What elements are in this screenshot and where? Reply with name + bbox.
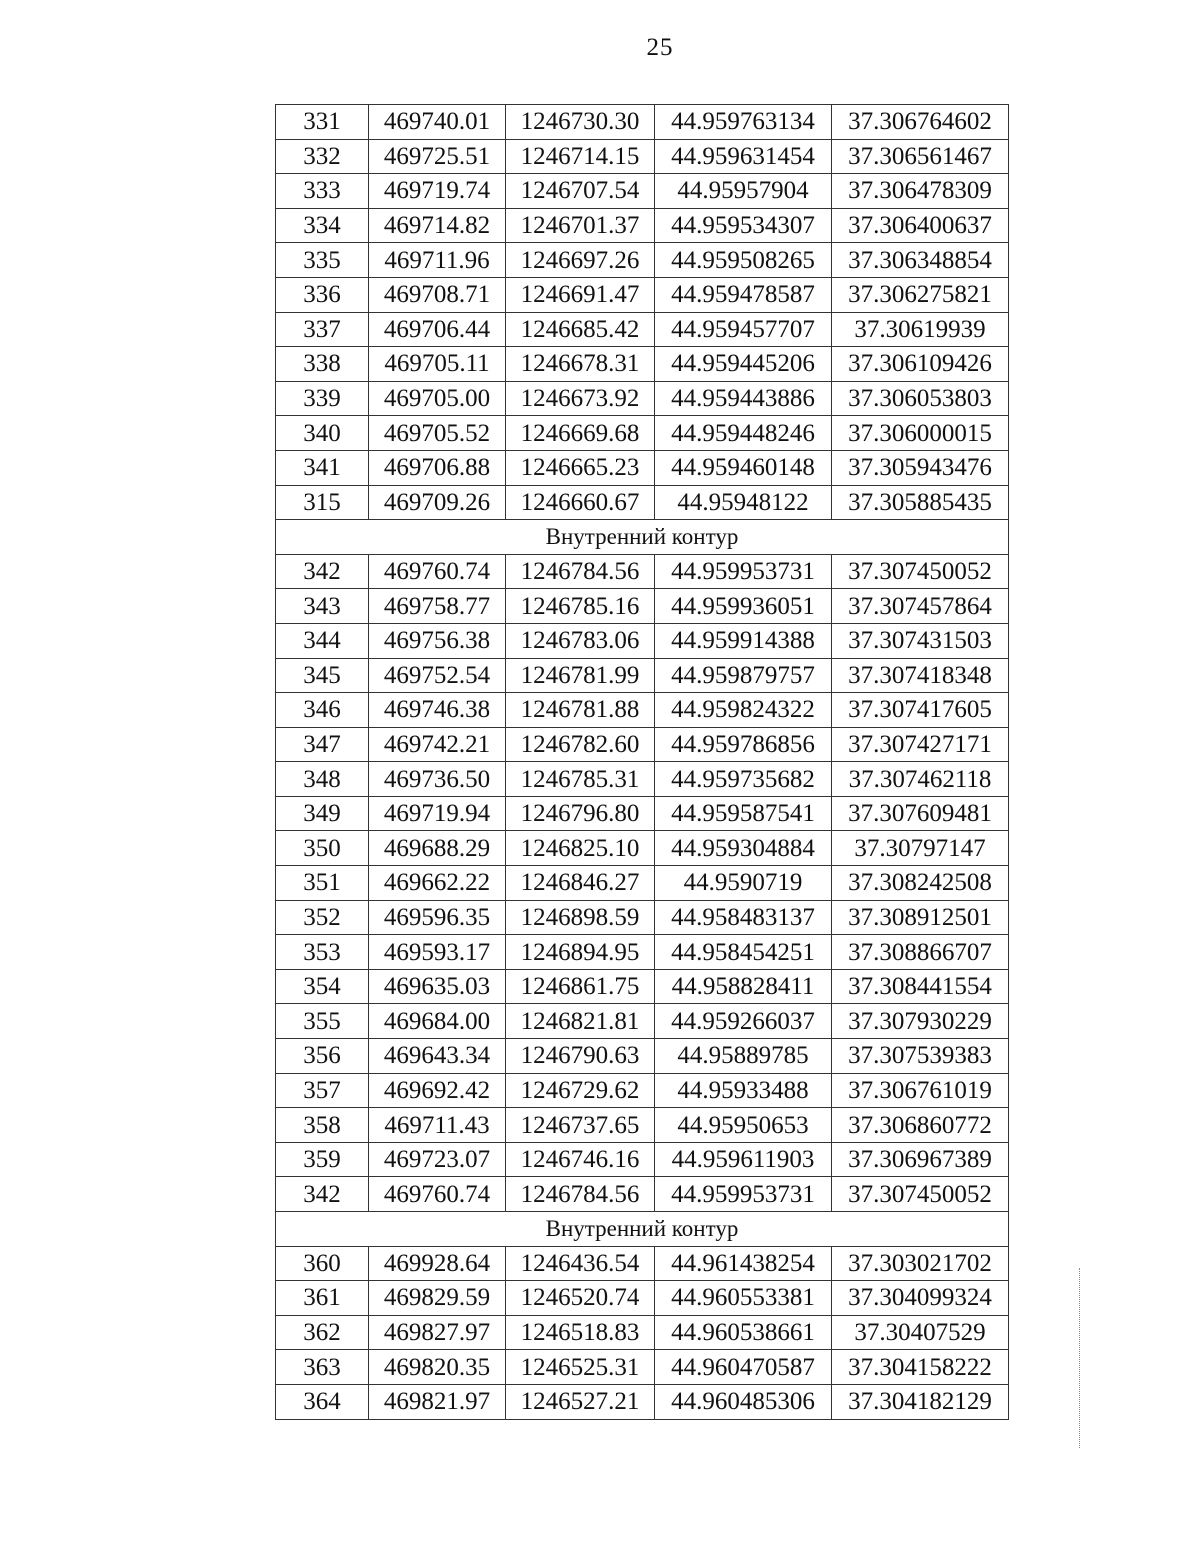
point-number-cell: 359	[276, 1142, 369, 1177]
page-number: 25	[646, 34, 674, 61]
point-number-cell: 351	[276, 866, 369, 901]
longitude-cell: 37.306000015	[832, 416, 1009, 451]
latitude-cell: 44.959879757	[655, 658, 832, 693]
table-row	[276, 866, 1009, 901]
y-coordinate-cell: 1246729.62	[506, 1073, 655, 1108]
table-row	[276, 1142, 1009, 1177]
point-number-cell: 362	[276, 1315, 369, 1350]
latitude-cell: 44.958483137	[655, 900, 832, 935]
point-number-cell: 346	[276, 693, 369, 728]
y-coordinate-cell: 1246527.21	[506, 1384, 655, 1419]
longitude-cell: 37.307930229	[832, 1004, 1009, 1039]
longitude-cell: 37.306348854	[832, 243, 1009, 278]
table-row	[276, 1315, 1009, 1350]
x-coordinate-cell: 469719.94	[369, 796, 506, 831]
longitude-cell: 37.304158222	[832, 1350, 1009, 1385]
y-coordinate-cell: 1246685.42	[506, 312, 655, 347]
y-coordinate-cell: 1246673.92	[506, 381, 655, 416]
table-row	[276, 243, 1009, 278]
y-coordinate-cell: 1246785.16	[506, 589, 655, 624]
point-number-cell: 354	[276, 969, 369, 1004]
point-number-cell: 339	[276, 381, 369, 416]
table-row	[276, 589, 1009, 624]
coordinates-table-body	[276, 105, 1009, 1420]
point-number-cell: 363	[276, 1350, 369, 1385]
latitude-cell: 44.959460148	[655, 450, 832, 485]
latitude-cell: 44.961438254	[655, 1246, 832, 1281]
table-row	[276, 347, 1009, 382]
point-number-cell: 336	[276, 277, 369, 312]
point-number-cell: 340	[276, 416, 369, 451]
longitude-cell: 37.306860772	[832, 1108, 1009, 1143]
x-coordinate-cell: 469596.35	[369, 900, 506, 935]
table-row	[276, 762, 1009, 797]
section-header-row	[276, 520, 1009, 555]
x-coordinate-cell: 469711.43	[369, 1108, 506, 1143]
longitude-cell: 37.30619939	[832, 312, 1009, 347]
latitude-cell: 44.959953731	[655, 1177, 832, 1212]
latitude-cell: 44.959786856	[655, 727, 832, 762]
y-coordinate-cell: 1246784.56	[506, 1177, 655, 1212]
x-coordinate-cell: 469827.97	[369, 1315, 506, 1350]
longitude-cell: 37.307450052	[832, 554, 1009, 589]
x-coordinate-cell: 469705.11	[369, 347, 506, 382]
point-number-cell: 350	[276, 831, 369, 866]
table-row	[276, 416, 1009, 451]
y-coordinate-cell: 1246746.16	[506, 1142, 655, 1177]
longitude-cell: 37.307609481	[832, 796, 1009, 831]
x-coordinate-cell: 469643.34	[369, 1039, 506, 1074]
y-coordinate-cell: 1246665.23	[506, 450, 655, 485]
x-coordinate-cell: 469928.64	[369, 1246, 506, 1281]
y-coordinate-cell: 1246737.65	[506, 1108, 655, 1143]
latitude-cell: 44.959478587	[655, 277, 832, 312]
y-coordinate-cell: 1246707.54	[506, 174, 655, 209]
x-coordinate-cell: 469742.21	[369, 727, 506, 762]
table-row	[276, 969, 1009, 1004]
y-coordinate-cell: 1246894.95	[506, 935, 655, 970]
x-coordinate-cell: 469635.03	[369, 969, 506, 1004]
longitude-cell: 37.308441554	[832, 969, 1009, 1004]
point-number-cell: 355	[276, 1004, 369, 1039]
y-coordinate-cell: 1246861.75	[506, 969, 655, 1004]
point-number-cell: 360	[276, 1246, 369, 1281]
x-coordinate-cell: 469746.38	[369, 693, 506, 728]
table-row	[276, 174, 1009, 209]
section-label: Внутренний контур	[276, 1212, 1009, 1247]
x-coordinate-cell: 469593.17	[369, 935, 506, 970]
y-coordinate-cell: 1246785.31	[506, 762, 655, 797]
longitude-cell: 37.308912501	[832, 900, 1009, 935]
longitude-cell: 37.304182129	[832, 1384, 1009, 1419]
y-coordinate-cell: 1246714.15	[506, 139, 655, 174]
table-row	[276, 1281, 1009, 1316]
latitude-cell: 44.958454251	[655, 935, 832, 970]
longitude-cell: 37.306967389	[832, 1142, 1009, 1177]
point-number-cell: 333	[276, 174, 369, 209]
x-coordinate-cell: 469684.00	[369, 1004, 506, 1039]
table-row	[276, 1039, 1009, 1074]
table-row	[276, 1384, 1009, 1419]
point-number-cell: 353	[276, 935, 369, 970]
y-coordinate-cell: 1246796.80	[506, 796, 655, 831]
coordinates-table	[275, 104, 1009, 1420]
y-coordinate-cell: 1246782.60	[506, 727, 655, 762]
latitude-cell: 44.959631454	[655, 139, 832, 174]
latitude-cell: 44.959457707	[655, 312, 832, 347]
y-coordinate-cell: 1246518.83	[506, 1315, 655, 1350]
point-number-cell: 331	[276, 105, 369, 140]
latitude-cell: 44.959266037	[655, 1004, 832, 1039]
latitude-cell: 44.959508265	[655, 243, 832, 278]
y-coordinate-cell: 1246691.47	[506, 277, 655, 312]
x-coordinate-cell: 469709.26	[369, 485, 506, 520]
point-number-cell: 335	[276, 243, 369, 278]
latitude-cell: 44.95889785	[655, 1039, 832, 1074]
table-row	[276, 139, 1009, 174]
latitude-cell: 44.959587541	[655, 796, 832, 831]
y-coordinate-cell: 1246660.67	[506, 485, 655, 520]
latitude-cell: 44.959445206	[655, 347, 832, 382]
y-coordinate-cell: 1246825.10	[506, 831, 655, 866]
x-coordinate-cell: 469705.00	[369, 381, 506, 416]
longitude-cell: 37.306400637	[832, 208, 1009, 243]
table-row	[276, 796, 1009, 831]
latitude-cell: 44.959304884	[655, 831, 832, 866]
table-row	[276, 312, 1009, 347]
x-coordinate-cell: 469714.82	[369, 208, 506, 243]
table-row	[276, 935, 1009, 970]
longitude-cell: 37.308242508	[832, 866, 1009, 901]
point-number-cell: 343	[276, 589, 369, 624]
y-coordinate-cell: 1246846.27	[506, 866, 655, 901]
y-coordinate-cell: 1246898.59	[506, 900, 655, 935]
y-coordinate-cell: 1246520.74	[506, 1281, 655, 1316]
x-coordinate-cell: 469820.35	[369, 1350, 506, 1385]
latitude-cell: 44.959953731	[655, 554, 832, 589]
longitude-cell: 37.307462118	[832, 762, 1009, 797]
point-number-cell: 364	[276, 1384, 369, 1419]
point-number-cell: 334	[276, 208, 369, 243]
x-coordinate-cell: 469708.71	[369, 277, 506, 312]
x-coordinate-cell: 469736.50	[369, 762, 506, 797]
point-number-cell: 347	[276, 727, 369, 762]
longitude-cell: 37.306275821	[832, 277, 1009, 312]
x-coordinate-cell: 469662.22	[369, 866, 506, 901]
table-row	[276, 1177, 1009, 1212]
x-coordinate-cell: 469725.51	[369, 139, 506, 174]
latitude-cell: 44.960485306	[655, 1384, 832, 1419]
latitude-cell: 44.959611903	[655, 1142, 832, 1177]
x-coordinate-cell: 469740.01	[369, 105, 506, 140]
x-coordinate-cell: 469756.38	[369, 623, 506, 658]
longitude-cell: 37.303021702	[832, 1246, 1009, 1281]
latitude-cell: 44.959936051	[655, 589, 832, 624]
point-number-cell: 357	[276, 1073, 369, 1108]
y-coordinate-cell: 1246525.31	[506, 1350, 655, 1385]
x-coordinate-cell: 469723.07	[369, 1142, 506, 1177]
x-coordinate-cell: 469829.59	[369, 1281, 506, 1316]
longitude-cell: 37.307450052	[832, 1177, 1009, 1212]
longitude-cell: 37.307539383	[832, 1039, 1009, 1074]
table-row	[276, 1004, 1009, 1039]
y-coordinate-cell: 1246697.26	[506, 243, 655, 278]
x-coordinate-cell: 469760.74	[369, 1177, 506, 1212]
x-coordinate-cell: 469760.74	[369, 554, 506, 589]
section-label: Внутренний контур	[276, 520, 1009, 555]
latitude-cell: 44.95933488	[655, 1073, 832, 1108]
point-number-cell: 352	[276, 900, 369, 935]
longitude-cell: 37.307431503	[832, 623, 1009, 658]
latitude-cell: 44.959448246	[655, 416, 832, 451]
table-row	[276, 727, 1009, 762]
y-coordinate-cell: 1246730.30	[506, 105, 655, 140]
y-coordinate-cell: 1246436.54	[506, 1246, 655, 1281]
table-row	[276, 554, 1009, 589]
point-number-cell: 361	[276, 1281, 369, 1316]
point-number-cell: 356	[276, 1039, 369, 1074]
x-coordinate-cell: 469821.97	[369, 1384, 506, 1419]
y-coordinate-cell: 1246781.99	[506, 658, 655, 693]
longitude-cell: 37.307417605	[832, 693, 1009, 728]
y-coordinate-cell: 1246781.88	[506, 693, 655, 728]
x-coordinate-cell: 469706.88	[369, 450, 506, 485]
longitude-cell: 37.306478309	[832, 174, 1009, 209]
longitude-cell: 37.30797147	[832, 831, 1009, 866]
section-header-row	[276, 1212, 1009, 1247]
y-coordinate-cell: 1246784.56	[506, 554, 655, 589]
point-number-cell: 341	[276, 450, 369, 485]
latitude-cell: 44.95957904	[655, 174, 832, 209]
point-number-cell: 337	[276, 312, 369, 347]
latitude-cell: 44.9590719	[655, 866, 832, 901]
longitude-cell: 37.306764602	[832, 105, 1009, 140]
point-number-cell: 342	[276, 554, 369, 589]
table-row	[276, 105, 1009, 140]
point-number-cell: 315	[276, 485, 369, 520]
longitude-cell: 37.304099324	[832, 1281, 1009, 1316]
table-row	[276, 900, 1009, 935]
x-coordinate-cell: 469719.74	[369, 174, 506, 209]
table-row	[276, 381, 1009, 416]
latitude-cell: 44.960470587	[655, 1350, 832, 1385]
table-row	[276, 485, 1009, 520]
longitude-cell: 37.30407529	[832, 1315, 1009, 1350]
longitude-cell: 37.307457864	[832, 589, 1009, 624]
point-number-cell: 344	[276, 623, 369, 658]
point-number-cell: 349	[276, 796, 369, 831]
margin-dotted-line	[1079, 1268, 1080, 1448]
longitude-cell: 37.305943476	[832, 450, 1009, 485]
x-coordinate-cell: 469688.29	[369, 831, 506, 866]
y-coordinate-cell: 1246701.37	[506, 208, 655, 243]
y-coordinate-cell: 1246783.06	[506, 623, 655, 658]
point-number-cell: 348	[276, 762, 369, 797]
y-coordinate-cell: 1246678.31	[506, 347, 655, 382]
latitude-cell: 44.959824322	[655, 693, 832, 728]
latitude-cell: 44.959763134	[655, 105, 832, 140]
latitude-cell: 44.960553381	[655, 1281, 832, 1316]
point-number-cell: 338	[276, 347, 369, 382]
y-coordinate-cell: 1246669.68	[506, 416, 655, 451]
latitude-cell: 44.95950653	[655, 1108, 832, 1143]
longitude-cell: 37.306109426	[832, 347, 1009, 382]
table-row	[276, 450, 1009, 485]
x-coordinate-cell: 469711.96	[369, 243, 506, 278]
table-row	[276, 1246, 1009, 1281]
table-row	[276, 693, 1009, 728]
table-row	[276, 1350, 1009, 1385]
latitude-cell: 44.95948122	[655, 485, 832, 520]
longitude-cell: 37.308866707	[832, 935, 1009, 970]
point-number-cell: 342	[276, 1177, 369, 1212]
x-coordinate-cell: 469705.52	[369, 416, 506, 451]
table-row	[276, 1108, 1009, 1143]
point-number-cell: 345	[276, 658, 369, 693]
latitude-cell: 44.959534307	[655, 208, 832, 243]
point-number-cell: 358	[276, 1108, 369, 1143]
x-coordinate-cell: 469692.42	[369, 1073, 506, 1108]
table-row	[276, 1073, 1009, 1108]
table-row	[276, 277, 1009, 312]
longitude-cell: 37.305885435	[832, 485, 1009, 520]
x-coordinate-cell: 469752.54	[369, 658, 506, 693]
x-coordinate-cell: 469758.77	[369, 589, 506, 624]
latitude-cell: 44.959914388	[655, 623, 832, 658]
y-coordinate-cell: 1246821.81	[506, 1004, 655, 1039]
longitude-cell: 37.307418348	[832, 658, 1009, 693]
table-row	[276, 623, 1009, 658]
table-row	[276, 658, 1009, 693]
latitude-cell: 44.960538661	[655, 1315, 832, 1350]
longitude-cell: 37.306761019	[832, 1073, 1009, 1108]
longitude-cell: 37.307427171	[832, 727, 1009, 762]
latitude-cell: 44.958828411	[655, 969, 832, 1004]
y-coordinate-cell: 1246790.63	[506, 1039, 655, 1074]
x-coordinate-cell: 469706.44	[369, 312, 506, 347]
point-number-cell: 332	[276, 139, 369, 174]
latitude-cell: 44.959443886	[655, 381, 832, 416]
longitude-cell: 37.306561467	[832, 139, 1009, 174]
table-row	[276, 831, 1009, 866]
table-row	[276, 208, 1009, 243]
longitude-cell: 37.306053803	[832, 381, 1009, 416]
latitude-cell: 44.959735682	[655, 762, 832, 797]
